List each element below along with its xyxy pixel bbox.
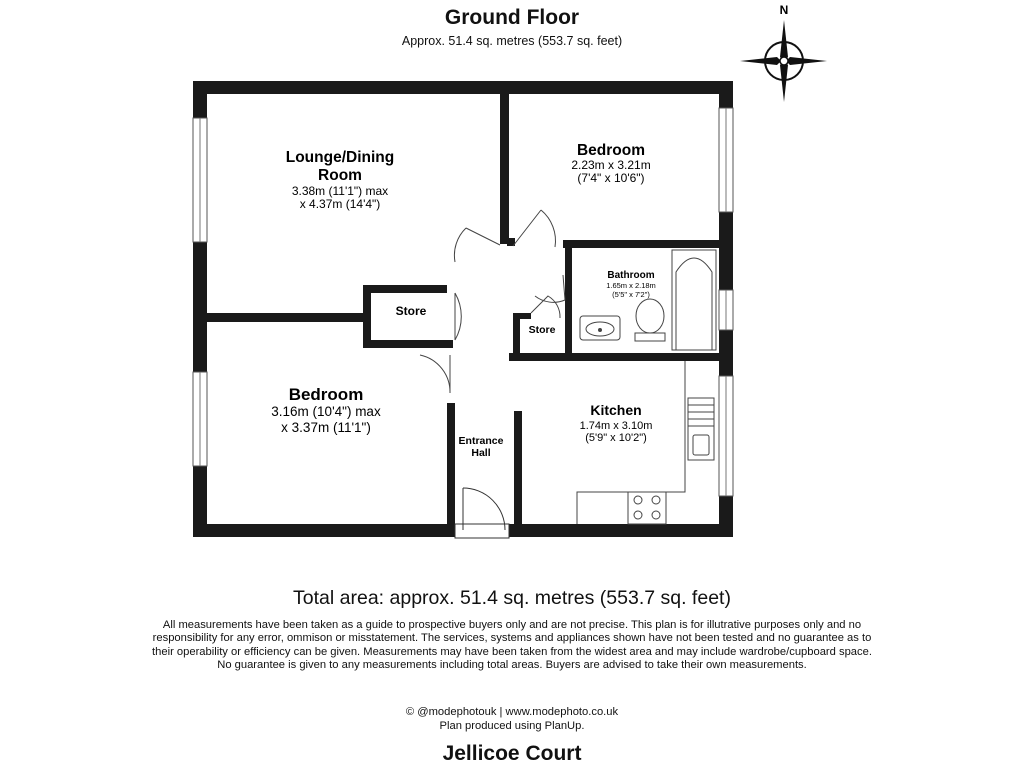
bedroom-small-dims-line1: 2.23m x 3.21m <box>571 158 651 172</box>
disclaimer-text: All measurements have been taken as a guide to prospective buyers only and are not precise. This plan is for illutrative purposes only and no responsibility for any error, ommison or misstatement. The services, systems and appliances shown have not been tested and no guarantee as to their operability or efficiency can be given. Measurements may have been taken from the widest area and may include wardrobe/cupboard space. No guarantee is given to any measurements including total areas. Buyers are advised to take their own measurements. <box>152 619 872 671</box>
bathroom-dims-line1: 1.65m x 2.18m <box>606 281 656 290</box>
bathroom-fixtures <box>580 250 716 350</box>
lounge-name-line1: Lounge/Dining <box>285 149 395 166</box>
hall-name-line1: Entrance <box>458 435 504 447</box>
compass-icon <box>740 20 827 102</box>
kitchen-dims-line2: (5'9" x 10'2") <box>585 432 647 444</box>
total-area: Total area: approx. 51.4 sq. metres (553.7 sq. feet) <box>293 587 731 609</box>
bedroom-small-name: Bedroom <box>576 142 646 159</box>
bedroom-main-name: Bedroom <box>288 385 364 404</box>
floor-title: Ground Floor <box>444 6 580 29</box>
bedroom-small-dims-line2: (7'4" x 10'6") <box>577 171 645 185</box>
hob-icon <box>628 492 666 524</box>
bathroom-name: Bathroom <box>607 270 655 281</box>
bedroom-main-dims-line2: x 3.37m (11'1") <box>281 420 371 435</box>
compass-north-label: N <box>779 3 789 17</box>
store-name-right: Store <box>528 324 556 336</box>
floor-area-subtitle: Approx. 51.4 sq. metres (553.7 sq. feet) <box>401 34 623 48</box>
kitchen-name: Kitchen <box>590 402 642 418</box>
toilet-icon <box>636 299 664 333</box>
kitchen-dims-line1: 1.74m x 3.10m <box>579 420 653 432</box>
credit-line1: © @modephotouk | www.modephoto.co.uk <box>405 706 619 718</box>
lounge-name-line2: Room <box>318 167 362 184</box>
bedroom-main-dims-line1: 3.16m (10'4") max <box>271 404 381 419</box>
kitchen-sink-icon <box>688 398 714 460</box>
credit-line2: Plan produced using PlanUp. <box>439 720 585 732</box>
lounge-dims-line2: x 4.37m (14'4") <box>299 197 381 211</box>
property-name: Jellicoe Court <box>442 742 582 765</box>
bathroom-dims-line2: (5'5" x 7'2") <box>612 290 650 299</box>
hall-name-line2: Hall <box>471 447 491 459</box>
bathtub-icon <box>672 250 716 350</box>
lounge-dims-line1: 3.38m (11'1") max <box>291 184 389 198</box>
entrance-door <box>455 488 509 538</box>
store-name-left: Store <box>395 304 427 318</box>
door-swings <box>420 210 565 393</box>
exterior-walls <box>193 81 733 537</box>
